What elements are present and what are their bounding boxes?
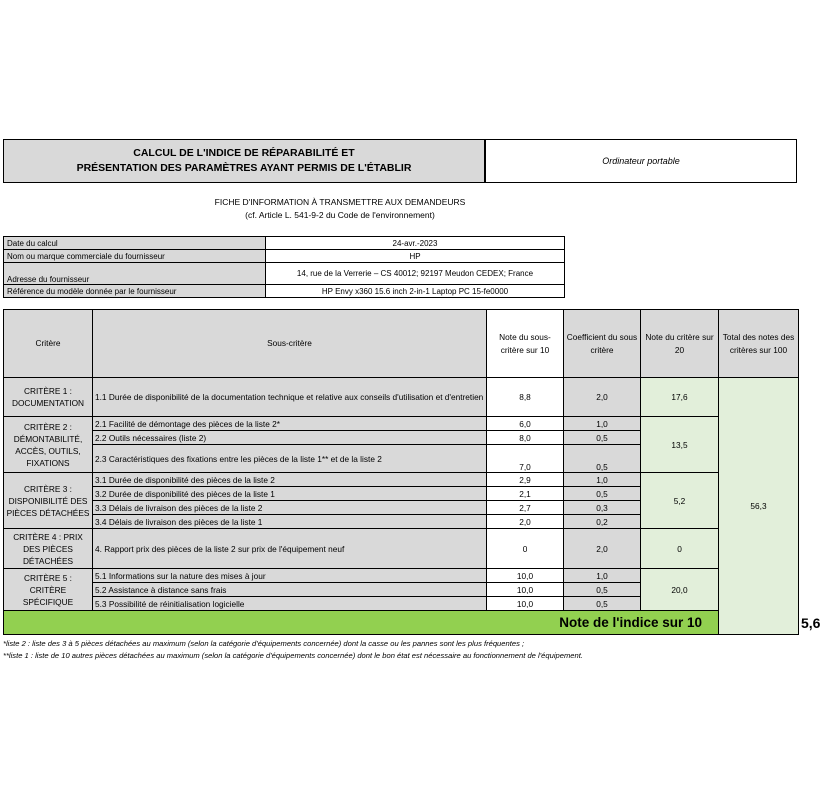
info-row-date (4, 237, 565, 250)
sub-criterion-note: 10,0 (487, 583, 564, 597)
criterion-name: CRITÈRE 2 : DÉMONTABILITÉ, ACCÈS, OUTILS, FIXATIONS (4, 417, 93, 473)
product-type: Ordinateur portable (485, 139, 797, 183)
fiche-line-1: FICHE D'INFORMATION À TRANSMETTRE AUX DEMANDEURS (214, 197, 466, 207)
criterion-3-row (4, 473, 799, 487)
supplier-info-table (3, 236, 565, 298)
info-value: 24-avr.-2023 (266, 237, 565, 250)
title-line-2: PRÉSENTATION DES PARAMÈTRES AYANT PERMIS DE L'ÉTABLIR (76, 162, 412, 174)
sub-criterion-coef: 0,2 (564, 515, 641, 529)
sub-criterion-label: 5.3 Possibilité de réinitialisation logicielle (93, 597, 487, 611)
sub-criterion-coef: 0,3 (564, 501, 641, 515)
sub-criterion-note: 8,8 (487, 378, 564, 417)
sub-criterion-note: 7,0 (487, 445, 564, 473)
sub-criterion-coef: 1,0 (564, 473, 641, 487)
criterion-name: CRITÈRE 1 : DOCUMENTATION (4, 378, 93, 417)
info-row-model (4, 285, 565, 298)
info-value: HP (266, 250, 565, 263)
sub-criterion-label: 3.1 Durée de disponibilité des pièces de la liste 2 (93, 473, 487, 487)
sub-criterion-note: 0 (487, 529, 564, 569)
info-row-brand (4, 250, 565, 263)
col-coef: Coefficient du sous critère (564, 310, 641, 378)
final-score-row: Note de l'indice sur 10 5,6 (4, 611, 799, 635)
info-row-address (4, 263, 565, 285)
criterion-2-row (4, 417, 799, 431)
footnote-liste-1: **liste 1 : liste de 10 autres pièces détachées au maximum (selon la catégorie d'équipements concernée) dont le bon état est nécessaire au fonctionnement de l'équipement. (3, 651, 583, 660)
criterion-4-row (4, 529, 799, 569)
sub-criterion-coef: 0,5 (564, 597, 641, 611)
sub-criterion-label: 3.2 Durée de disponibilité des pièces de la liste 1 (93, 487, 487, 501)
sub-criterion-coef: 0,5 (564, 583, 641, 597)
sub-criterion-coef: 2,0 (564, 529, 641, 569)
fiche-heading (60, 196, 620, 222)
total-score: 56,3 (719, 378, 799, 635)
sub-criterion-label: 3.3 Délais de livraison des pièces de la liste 2 (93, 501, 487, 515)
sub-criterion-label: 5.1 Informations sur la nature des mises à jour (93, 569, 487, 583)
sub-criterion-note: 6,0 (487, 417, 564, 431)
final-score-label: Note de l'indice sur 10 (4, 611, 719, 635)
footnotes (3, 638, 798, 662)
sub-criterion-note: 2,0 (487, 515, 564, 529)
criterion-note: 0 (641, 529, 719, 569)
criterion-note: 5,2 (641, 473, 719, 529)
sub-criterion-label: 2.1 Facilité de démontage des pièces de la liste 2* (93, 417, 487, 431)
criterion-note: 20,0 (641, 569, 719, 611)
info-key: Nom ou marque commerciale du fournisseur (4, 250, 266, 263)
info-key: Date du calcul (4, 237, 266, 250)
title-line-1: CALCUL DE L'INDICE DE RÉPARABILITÉ ET (133, 147, 355, 159)
col-note-sous: Note du sous-critère sur 10 (487, 310, 564, 378)
sub-criterion-coef: 0,5 (564, 487, 641, 501)
sub-criterion-note: 10,0 (487, 569, 564, 583)
info-key: Référence du modèle donnée par le fournisseur (4, 285, 266, 298)
criteria-table (3, 309, 820, 635)
criteria-header-row (4, 310, 799, 378)
sub-criterion-coef: 0,5 (564, 431, 641, 445)
footnote-liste-2: *liste 2 : liste des 3 à 5 pièces détachées au maximum (selon la catégorie d'équipements concernée) dont la casse ou les pannes sont les plus fréquentes ; (3, 639, 525, 648)
sub-criterion-note: 2,9 (487, 473, 564, 487)
sub-criterion-note: 8,0 (487, 431, 564, 445)
sub-criterion-note: 2,1 (487, 487, 564, 501)
sub-criterion-label: 1.1 Durée de disponibilité de la documentation technique et relative aux conseils d'utilisation et d'entretien (93, 378, 487, 417)
sub-criterion-coef: 0,5 (564, 445, 641, 473)
col-sous-critere: Sous-critère (93, 310, 487, 378)
criterion-name: CRITÈRE 4 : PRIX DES PIÈCES DÉTACHÉES (4, 529, 93, 569)
info-value: HP Envy x360 15.6 inch 2-in-1 Laptop PC 15-fe0000 (266, 285, 565, 298)
sub-criterion-note: 2,7 (487, 501, 564, 515)
info-key: Adresse du fournisseur (4, 263, 266, 285)
sub-criterion-label: 5.2 Assistance à distance sans frais (93, 583, 487, 597)
info-value: 14, rue de la Verrerie – CS 40012; 92197 Meudon CEDEX; France (266, 263, 565, 285)
criterion-note: 17,6 (641, 378, 719, 417)
criterion-1-row (4, 378, 799, 417)
criterion-note: 13,5 (641, 417, 719, 473)
sub-criterion-note: 10,0 (487, 597, 564, 611)
sub-criterion-coef: 1,0 (564, 417, 641, 431)
criterion-name: CRITÈRE 5 : CRITÈRE SPÉCIFIQUE (4, 569, 93, 611)
sub-criterion-label: 3.4 Délais de livraison des pièces de la liste 1 (93, 515, 487, 529)
sub-criterion-coef: 1,0 (564, 569, 641, 583)
criterion-name: CRITÈRE 3 : DISPONIBILITÉ DES PIÈCES DÉTACHÉES (4, 473, 93, 529)
sub-criterion-coef: 2,0 (564, 378, 641, 417)
col-critere: Critère (4, 310, 93, 378)
col-total: Total des notes des critères sur 100 (719, 310, 799, 378)
criterion-5-row (4, 569, 799, 583)
col-note-critere: Note du critère sur 20 (641, 310, 719, 378)
sub-criterion-label: 2.3 Caractéristiques des fixations entre les pièces de la liste 1** et de la liste 2 (93, 445, 487, 473)
sub-criterion-label: 2.2 Outils nécessaires (liste 2) (93, 431, 487, 445)
sheet-title (3, 139, 485, 183)
sub-criterion-label: 4. Rapport prix des pièces de la liste 2 sur prix de l'équipement neuf (93, 529, 487, 569)
fiche-line-2: (cf. Article L. 541-9-2 du Code de l'environnement) (245, 210, 435, 220)
